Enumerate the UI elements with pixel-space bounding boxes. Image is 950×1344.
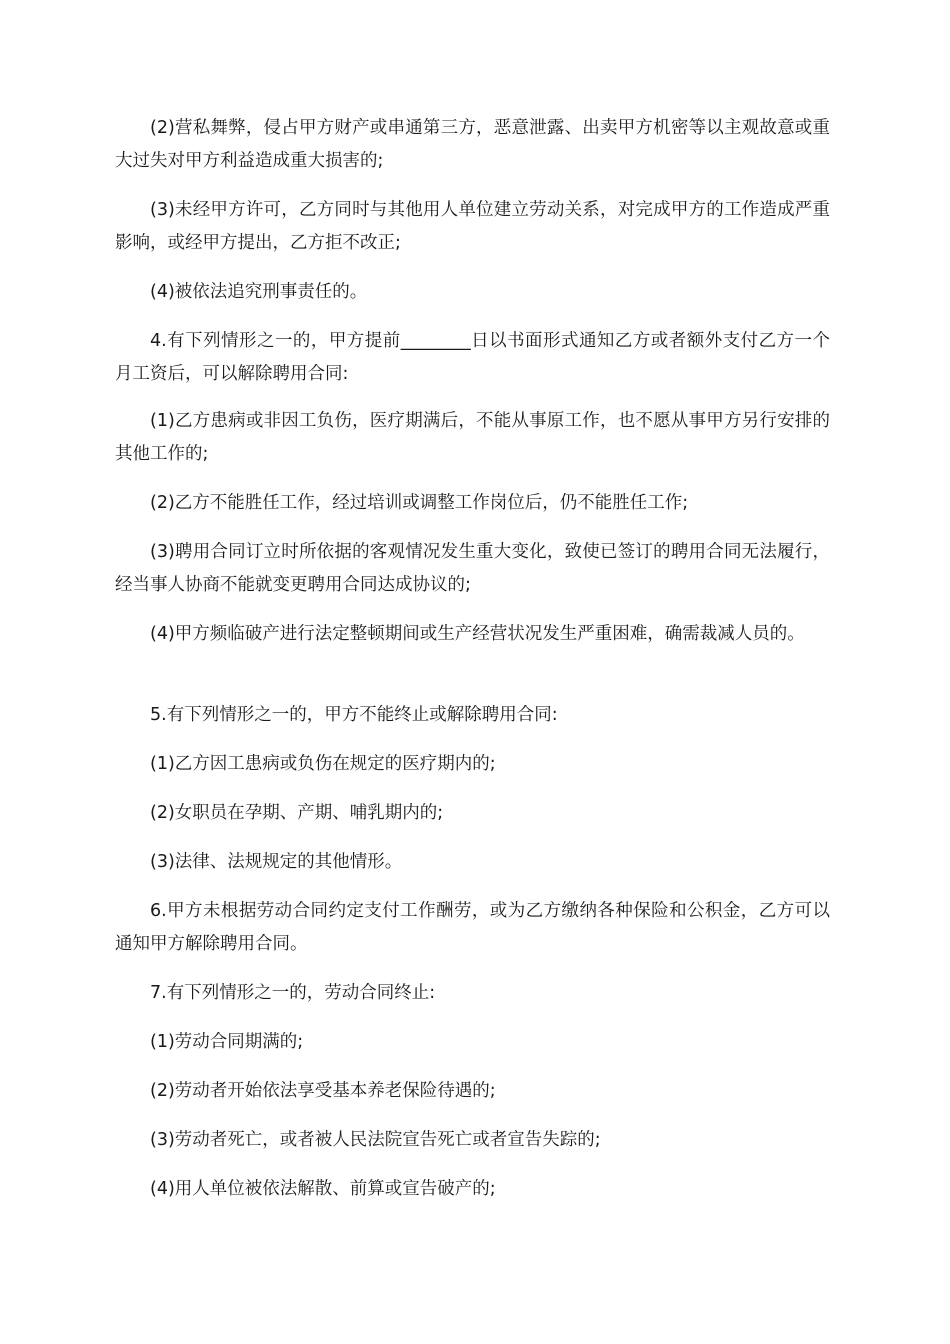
section-5-item-3: (3)法律、法规规定的其他情形。 bbox=[150, 852, 403, 872]
section-5-item-1: (1)乙方因工患病或负伤在规定的医疗期内的; bbox=[150, 754, 496, 774]
clause-3-concurrent-employment: (3)未经甲方许可，乙方同时与其他用人单位建立劳动关系，对完成甲方的工作造成严重影响，或经甲方提出，乙方拒不改正; bbox=[115, 200, 830, 253]
section-4-heading: 4.有下列情形之一的，甲方提前________日以书面形式通知乙方或者额外支付乙方一个月工资后，可以解除聘用合同: bbox=[115, 331, 830, 384]
section-7-heading: 7.有下列情形之一的，劳动合同终止: bbox=[150, 983, 436, 1003]
section-5-item-2: (2)女职员在孕期、产期、哺乳期内的; bbox=[150, 803, 444, 823]
section-4-item-3: (3)聘用合同订立时所依据的客观情况发生重大变化，致使已签订的聘用合同无法履行，经当事人协商不能就变更聘用合同达成协议的; bbox=[115, 542, 830, 595]
section-7-item-1: (1)劳动合同期满的; bbox=[150, 1032, 304, 1052]
section-4-item-2: (2)乙方不能胜任工作，经过培训或调整工作岗位后，仍不能胜任工作; bbox=[150, 493, 689, 513]
section-4-item-4: (4)甲方频临破产进行法定整顿期间或生产经营状况发生严重困难，确需裁减人员的。 bbox=[150, 624, 805, 644]
section-4-item-1: (1)乙方患病或非因工负伤，医疗期满后，不能从事原工作，也不愿从事甲方另行安排的其他工作的; bbox=[115, 411, 830, 464]
section-7-item-4: (4)用人单位被依法解散、前算或宣告破产的; bbox=[150, 1179, 496, 1199]
section-5-heading: 5.有下列情形之一的，甲方不能终止或解除聘用合同: bbox=[150, 705, 558, 725]
section-7-item-2: (2)劳动者开始依法享受基本养老保险待遇的; bbox=[150, 1081, 496, 1101]
clause-2-misconduct: (2)营私舞弊，侵占甲方财产或串通第三方，恶意泄露、出卖甲方机密等以主观故意或重大过失对甲方利益造成重大损害的; bbox=[115, 118, 830, 171]
section-6: 6.甲方未根据劳动合同约定支付工作酬劳，或为乙方缴纳各种保险和公积金，乙方可以通知甲方解除聘用合同。 bbox=[115, 901, 830, 954]
section-7-item-3: (3)劳动者死亡，或者被人民法院宣告死亡或者宣告失踪的; bbox=[150, 1130, 601, 1150]
clause-4-criminal-liability: (4)被依法追究刑事责任的。 bbox=[150, 282, 368, 302]
